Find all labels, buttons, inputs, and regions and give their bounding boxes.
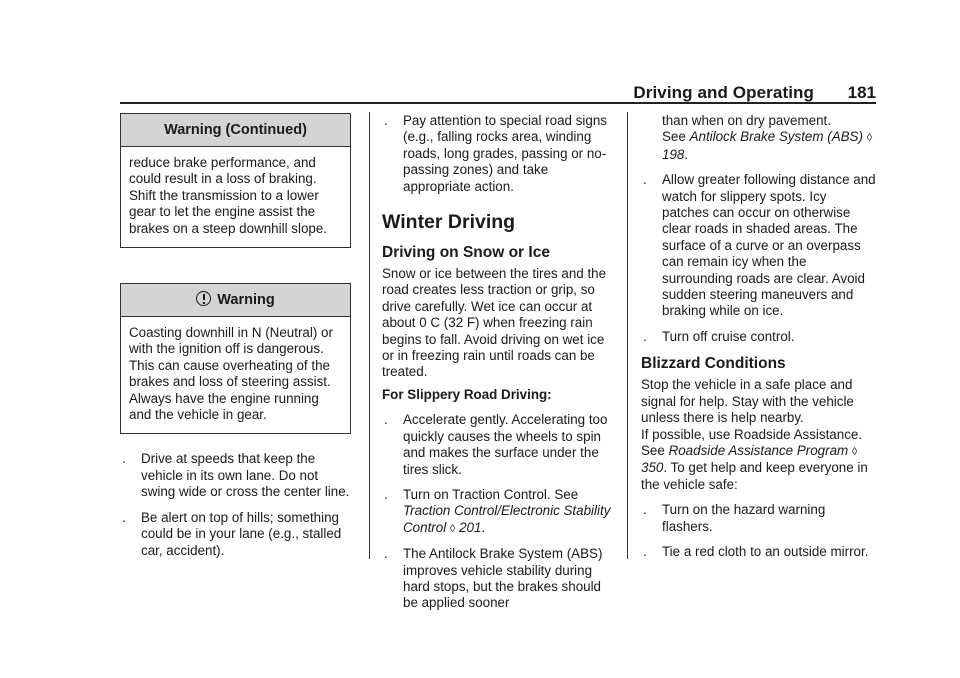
- paragraph: If possible, use Roadside Assistance. See Roadside Assistance Program ◊ 350. To get help and keep everyone in the vehicle safe:: [641, 426, 868, 492]
- bullet-list: [382, 412, 618, 611]
- list-item: [641, 544, 877, 560]
- cross-reference-link[interactable]: Traction Control/Electronic Stability Control: [403, 503, 611, 535]
- bullet-marker: .: [643, 543, 647, 559]
- warning-box-header: [121, 284, 350, 317]
- cross-reference-link[interactable]: Roadside Assistance Program: [668, 442, 849, 458]
- list-item: [641, 329, 877, 345]
- paragraph-text: If possible, use Roadside Assistance. See: [641, 426, 863, 458]
- warning-box-text: Coasting downhill in N (Neutral) or with the ignition off is dangerous. This can cause overheating of the brakes and loss of steering assist. Always have the engine running and the vehicle in gear.: [129, 325, 333, 423]
- page-ref-icon: ◊: [449, 522, 456, 535]
- page-header: [120, 80, 876, 104]
- warning-box-continued: [120, 113, 351, 248]
- list-item-text: Turn off cruise control.: [662, 328, 795, 344]
- page-reference[interactable]: 198: [662, 146, 685, 162]
- warning-box-title: Warning: [217, 292, 275, 309]
- paragraph: Snow or ice between the tires and the road creates less traction or grip, so drive carefully. Wet ice can occur at about 0 C (32 F) when freezing rain begins to fall. Avoid driving on wet ice or in freezing rain until roads can be treated.: [382, 266, 607, 380]
- run-in-heading: For Slippery Road Driving:: [382, 386, 552, 402]
- column-divider: [369, 112, 370, 559]
- section-heading: Winter Driving: [382, 211, 516, 234]
- bullet-list: [641, 502, 877, 560]
- list-item-text: Turn on the hazard warning flashers.: [662, 502, 826, 534]
- list-item: [382, 113, 618, 195]
- bullet-list: [120, 451, 356, 558]
- list-item-text: Tie a red cloth to an outside mirror.: [662, 543, 869, 559]
- bullet-marker: .: [643, 502, 647, 518]
- warning-box-title: Warning (Continued): [121, 114, 350, 147]
- section-title: Driving and Operating: [633, 83, 814, 102]
- bullet-marker: .: [384, 412, 388, 428]
- bullet-marker: .: [384, 113, 388, 128]
- page-ref-icon: ◊: [851, 445, 858, 458]
- subsection-heading: Driving on Snow or Ice: [382, 244, 550, 262]
- list-item-text: Accelerate gently. Accelerating too quickly causes the wheels to spin and makes the surface under the tires slick.: [403, 412, 608, 477]
- list-item: . Turn on Traction Control. See Traction Control/Electronic Stability Control ◊ 201.: [384, 486, 611, 535]
- page-reference[interactable]: 201: [459, 519, 482, 535]
- page-reference[interactable]: 350: [641, 460, 664, 476]
- subsection-heading: Blizzard Conditions: [641, 355, 786, 373]
- list-item-text: Be alert on top of hills; something could be in your lane (e.g., stalled car, accident).: [141, 509, 342, 558]
- warning-icon: [196, 291, 211, 306]
- page-number: 181: [847, 83, 876, 102]
- bullet-marker: .: [122, 509, 126, 525]
- page-ref-icon: ◊: [866, 132, 873, 145]
- cross-reference-link[interactable]: Antilock Brake System (ABS): [689, 129, 863, 145]
- bullet-list: [641, 172, 877, 345]
- bullet-marker: .: [384, 486, 388, 502]
- paragraph-text: To get help and keep everyone in the vehicle safe:: [641, 460, 868, 492]
- list-item: [641, 172, 877, 320]
- column-2: [382, 113, 618, 612]
- list-item-text: The Antilock Brake System (ABS) improves vehicle stability during hard stops, but the brakes should be applied sooner: [403, 546, 603, 611]
- continued-line: than when on dry pavement.: [662, 113, 831, 128]
- see-label: See: [662, 129, 686, 145]
- list-item-text: Pay attention to special road signs (e.g., falling rocks area, winding roads, long grades, passing or no-passing zones) and take appropriate action.: [403, 113, 607, 194]
- column-divider: [627, 112, 628, 559]
- paragraph: Stop the vehicle in a safe place and signal for help. Stay with the vehicle unless there is help nearby.: [641, 377, 854, 426]
- list-item: [120, 510, 356, 559]
- continued-text: than when on dry pavement. See Antilock Brake System (ABS) ◊ 198.: [662, 113, 873, 162]
- header-rule: [120, 102, 876, 104]
- bullet-marker: .: [643, 172, 647, 188]
- list-item: [382, 412, 618, 478]
- bullet-marker: .: [384, 546, 388, 562]
- bullet-marker: .: [122, 451, 126, 467]
- list-item-text: Drive at speeds that keep the vehicle in its own lane. Do not swing wide or cross the center line.: [141, 451, 350, 500]
- column-3: [641, 113, 877, 560]
- column-1: [120, 113, 356, 559]
- list-item-text: Turn on Traction Control. See: [403, 486, 579, 502]
- list-item-text: Allow greater following distance and watch for slippery spots. Icy patches can occur on otherwise clear roads in shaded areas. The surface of a curve or an overpass can remain icy when the surrounding roads are clear. Avoid sudden steering maneuvers and braking while on ice.: [662, 172, 876, 319]
- warning-box-text: reduce brake performance, and could result in a loss of braking. Shift the transmission to a lower gear to let the engine assist the brakes on a steep downhill slope.: [129, 155, 328, 236]
- warning-box: [120, 283, 351, 434]
- list-item: [382, 546, 618, 612]
- list-item: [641, 502, 877, 535]
- list-item: [120, 451, 356, 500]
- bullet-marker: .: [643, 328, 647, 344]
